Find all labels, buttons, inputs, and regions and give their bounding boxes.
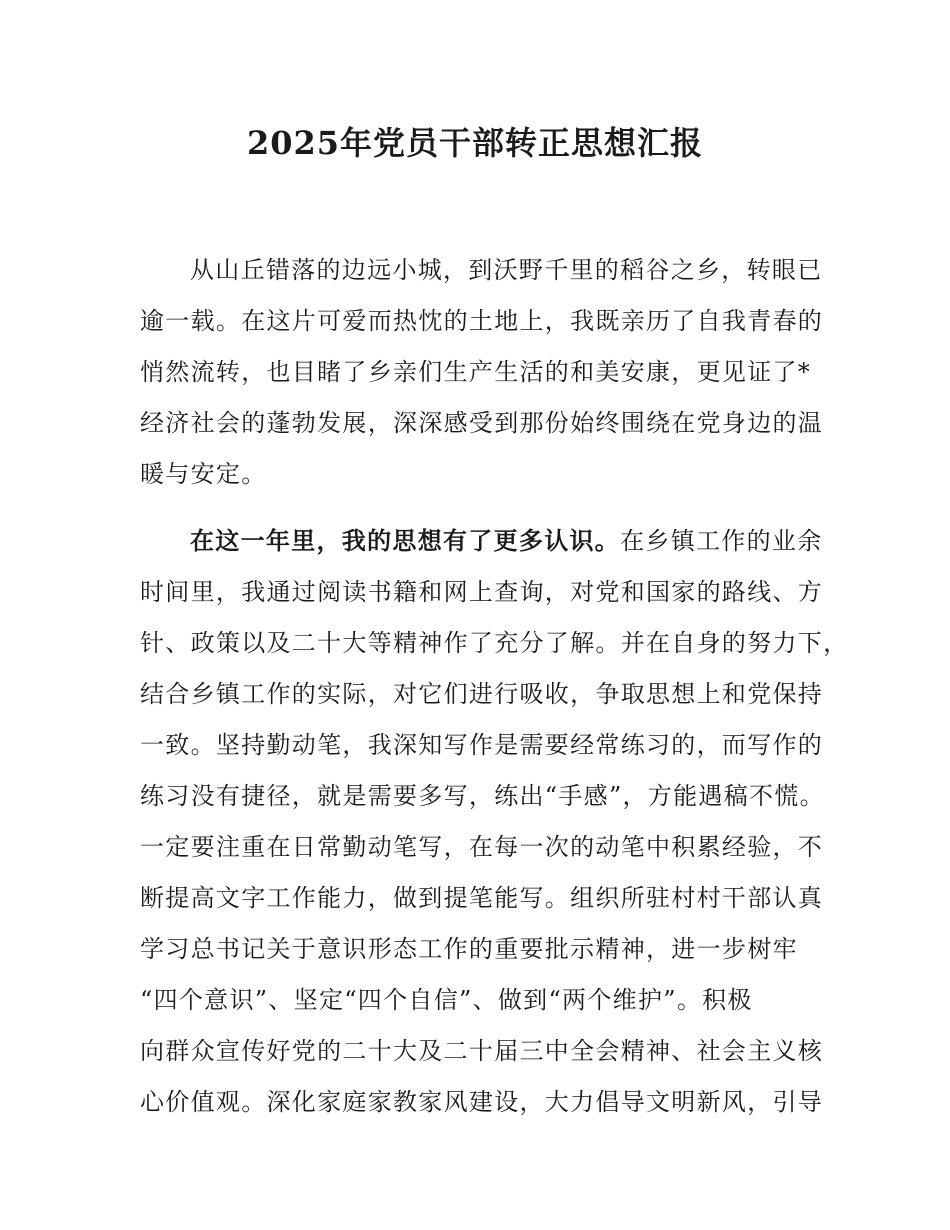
paragraph-spacer: [140, 509, 820, 525]
paragraph-line: 从山丘错落的边远小城，到沃野千里的稻谷之乡，转眼已: [190, 256, 823, 284]
paragraph-line: 时间里，我通过阅读书籍和网上查询，对党和国家的路线、方: [140, 578, 824, 606]
document-body: [140, 254, 849, 1137]
paragraph-line: 一致。坚持勤动笔，我深知写作是需要经常练习的，而写作的: [140, 731, 824, 759]
paragraph-line: “四个意识”、坚定“四个自信”、做到“两个维护”。积极: [140, 986, 753, 1014]
paragraph-line: 逾一载。在这片可爱而热忱的土地上，我既亲历了自我青春的: [140, 307, 824, 335]
paragraph-2: [140, 525, 849, 1137]
paragraph-1: [140, 254, 824, 509]
document-title: 2025年党员干部转正思想汇报: [246, 124, 704, 162]
paragraph-line: 经济社会的蓬勃发展，深深感受到那份始终围绕在党身边的温: [140, 409, 824, 437]
paragraph-line: 练习没有捷径，就是需要多写，练出“手感”，方能遇稿不慌。: [140, 782, 825, 810]
paragraph-line: 断提高文字工作能力，做到提笔能写。组织所驻村村干部认真: [140, 884, 824, 912]
paragraph-line-rest: 在乡镇工作的业余: [620, 527, 823, 555]
paragraph-line: 悄然流转，也目睹了乡亲们生产生活的和美安康，更见证了*: [140, 358, 812, 386]
paragraph-line: 心价值观。深化家庭家教家风建设，大力倡导文明新风，引导: [140, 1088, 824, 1116]
paragraph-line: 暖与安定。: [140, 460, 267, 488]
paragraph-line: 针、政策以及二十大等精神作了充分了解。并在自身的努力下，: [140, 629, 849, 657]
paragraph-lead-sentence: 在这一年里，我的思想有了更多认识。: [190, 527, 621, 555]
paragraph-line: [140, 525, 823, 576]
paragraph-line: 结合乡镇工作的实际，对它们进行吸收，争取思想上和党保持: [140, 680, 824, 708]
paragraph-line: 一定要注重在日常勤动笔写，在每一次的动笔中积累经验，不: [140, 833, 824, 861]
paragraph-line: 学习总书记关于意识形态工作的重要批示精神，进一步树牢: [140, 935, 798, 963]
paragraph-line: 向群众宣传好党的二十大及二十届三中全会精神、社会主义核: [140, 1037, 824, 1065]
